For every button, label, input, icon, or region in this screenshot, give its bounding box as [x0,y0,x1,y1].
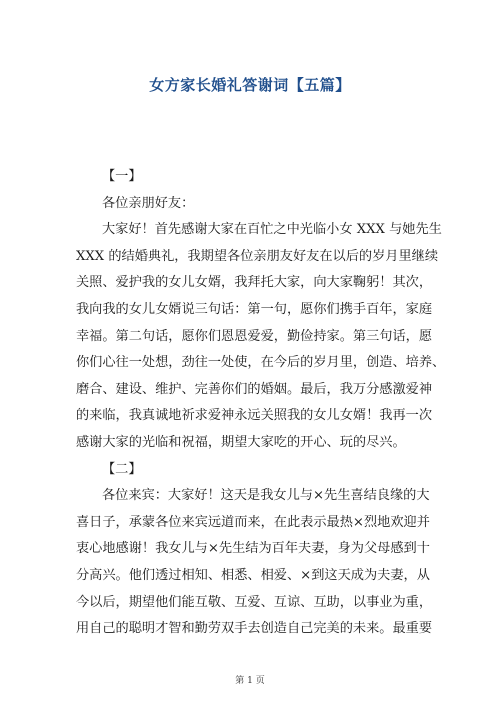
body-text-line: 你们心往一处想，劲往一处使，在今后的岁月里，创造、培养、 [76,355,446,371]
body-text-line: XXX 的结婚典礼，我期望各位亲朋友好友在以后的岁月里继续 [76,248,439,264]
body-text-line: 用自己的聪明才智和勤劳双手去创造自己完美的未来。最重要 [76,621,433,637]
body-text-line: 我向我的女儿女婿说三句话：第一句，愿你们携手百年，家庭 [76,301,433,317]
document-body [76,164,446,643]
body-text-line: 磨合、建设、维护、完善你们的婚姻。最后，我万分感激爱神 [76,381,433,397]
body-text-line: 喜日子，承蒙各位来宾远道而来，在此表示最热×烈地欢迎并 [76,514,430,530]
body-text-line: 感谢大家的光临和祝福，期望大家吃的开心、玩的尽兴。 [76,434,406,450]
body-text-line: 幸福。第二句话，愿你们恩恩爱爱，勤俭持家。第三句话，愿 [76,328,433,344]
section-heading: 【二】 [102,461,142,477]
body-text-line: 关照、爱护我的女儿女婿，我拜托大家，向大家鞠躬！其次， [76,275,433,291]
body-text-line: 今以后，期望他们能互敬、互爱、互谅、互助，以事业为重， [76,594,433,610]
document-title: 女方家长婚礼答谢词【五篇】 [149,76,351,94]
body-text-line: 各位来宾：大家好！这天是我女儿与×先生喜结良缘的大 [102,488,430,504]
body-text-line: 分高兴。他们透过相知、相悉、相爱、×到这天成为夫妻，从 [76,567,430,583]
section-heading: 【一】 [102,169,142,184]
page-number: 第 1 页 [235,676,265,686]
body-text-line: 的来临，我真诚地祈求爱神永远关照我的女儿女婿！我再一次 [76,408,433,424]
body-text-line: 各位亲朋好友： [102,195,195,211]
body-text-line: 大家好！首先感谢大家在百忙之中光临小女 XXX 与她先生 [102,222,442,238]
body-text-line: 衷心地感谢！我女儿与×先生结为百年夫妻，身为父母感到十 [76,541,430,557]
